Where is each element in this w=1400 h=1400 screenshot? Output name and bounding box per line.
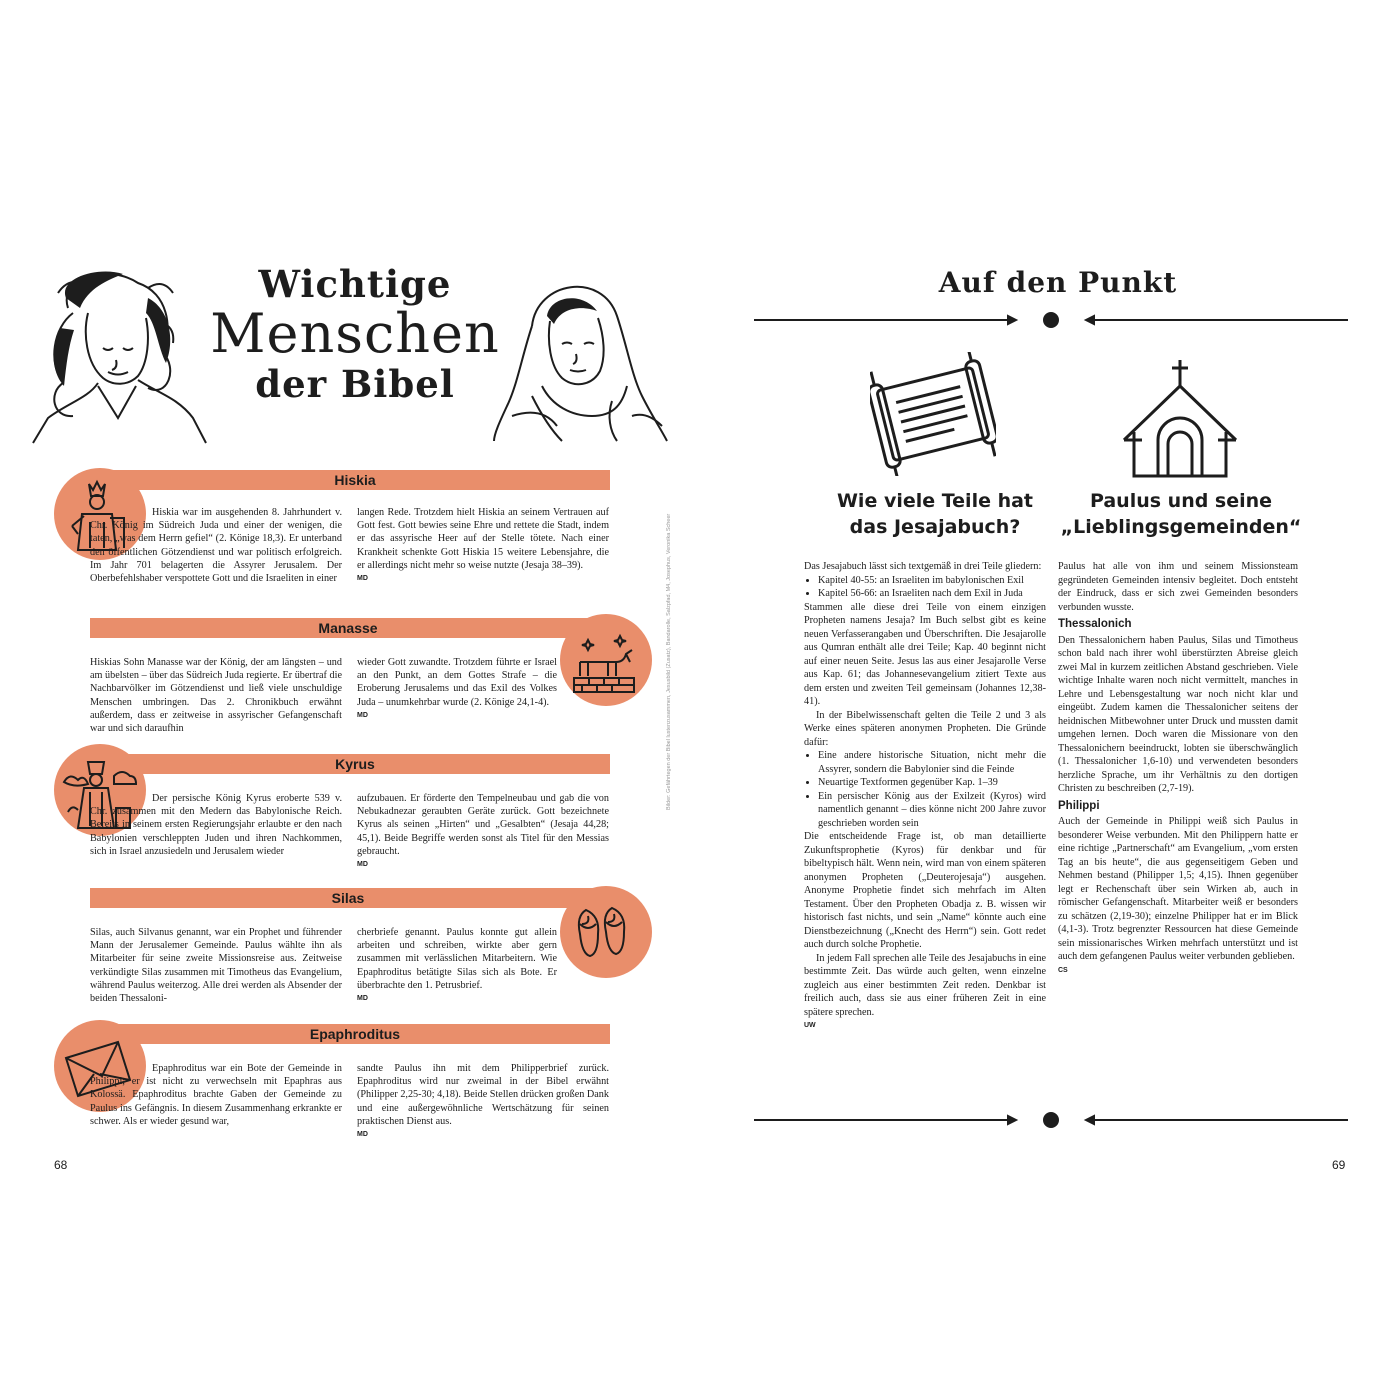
- image-credit: Bilder: Gefährtegen der Bibel lustenzusammen, Jesusbild (Zusatz), Bandarolle, Salzpfad, M4, Josephus, Veronika Scheer: [666, 513, 672, 810]
- calf-idol-icon: [566, 632, 644, 698]
- title-line-2: Menschen: [210, 302, 500, 365]
- author-initials: CS: [1058, 966, 1068, 974]
- bottom-divider: [754, 1110, 1348, 1130]
- list-item: • Kapitel 56-66: an Israeliten nach dem Exil in Juda: [818, 587, 1046, 601]
- sandals-icon: [574, 902, 634, 962]
- list-item: • Kapitel 40-55: an Israeliten im babylonischen Exil: [818, 574, 1046, 588]
- woman-portrait-illustration: [492, 266, 670, 444]
- question-jesaja: Wie viele Teile hat das Jesajabuch?: [836, 490, 1034, 538]
- section-title: Hiskia: [334, 472, 376, 488]
- jesaja-reasons-list: [804, 749, 1046, 830]
- list-item: • Neuartige Textformen gegenüber Kap. 1–39: [818, 776, 1046, 790]
- page-number: 69: [1332, 1158, 1346, 1172]
- section-title: Kyrus: [335, 756, 375, 772]
- author-initials: MD: [357, 995, 368, 1003]
- list-item: • Eine andere historische Situation, nicht mehr die Assyrer, sondern die Babylonier sind die Feinde: [818, 749, 1046, 776]
- answer-paulus: Paulus hat alle von ihm und seinem Missionsteam gegründeten Gemeinden intensiv begleitet. Doch entsteht der Eindruck, dass er sich zwei Gemeinden besonders verbunden wusste. Thessalonich Den Thessalonichern haben Paulus, Silas und Timotheus schon bald nach ihrer wohl überstürzten Abreise gleich zwei Mal in kurzem zeitlichen Abstand geschrieben. Viele wichtige Inhalte waren noch nicht vermittelt, manches in Lehre und Lebensgestaltung war noch nicht klar und eingeübt. Zudem kamen die Thessalonicher seitens der heidnischen Mitbewohner unter Druck und mussten damit umgehen lernen. Doch waren die Missionare von den Thessalonichern beeindruckt, lobten sie überschwänglich (1. Thessalonicher 1,6-10) und verwendeten besonders herzliche Sprache, um ihr Verhältnis zu den dortigen Christen zu beschreiben (2,7-19). Philippi Auch der Gemeinde in Philippi weiß sich Paulus in besonderer Weise verbunden. Mit den Philippern hatte er eine richtige „Partnerschaft“ am Evangelium, „vom ersten Tag an bis heute“, die aus gegenseitigem Geben und Nehmen bestand (Philipper 1,5; 4,15). Ihnen gegenüber legt er Rechenschaft über sein Wirken ab, auch in römischer Gefangenschaft. Mitarbeiter weiß er besonders zu schätzen (2,19-30); einzelne Philipper hat er im Blick (4,1-3). Trotz begrenzter Ressourcen hat diese Gemeinde sein missionarisches Wirken mehrfach unterstützt und ist auch dem gefangenen Paulus weiter verbunden geblieben. CS: [1058, 560, 1298, 977]
- subheading-thessalonich: Thessalonich: [1058, 618, 1132, 630]
- page-title: Auf den Punkt: [938, 266, 1178, 299]
- author-initials: MD: [357, 861, 368, 869]
- hiskia-text-col1: Hiskia war im ausgehenden 8. Jahrhundert v. Chr. König im Südreich Juda und einer der wenigen, die taten, „was dem Herrn gefiel“ (2. Könige 18,3). Er unterband den öffentlichen Götzendienst und war politisch erfolgreich. Im Jahr 701 belagerten die Assyrer Jerusalem. Der Oberbefehlshaber verspottete Gott und die Israeliten in einer: [90, 507, 342, 585]
- top-divider: [754, 310, 1348, 330]
- silas-text-col1: Silas, auch Silvanus genannt, war ein Prophet und führender Mann der Jerusalemer Gemeinde. Paulus wählte ihn als Mitarbeiter für seine zweite Missionsreise aus. Zeitweise verkündigte Silas zusammen mit Timotheus das Evangelium, während Paulus weiterzog. Alle drei werden als Absender der beiden Thessaloni-: [90, 927, 342, 1005]
- section-title: Epaphroditus: [309, 1026, 401, 1042]
- scroll-icon: [870, 352, 996, 476]
- silas-text-col2: cherbriefe genannt. Paulus konnte gut allein arbeiten und schreiben, wirkte aber gern zusammen mit verlässlichen Mitarbeitern. Wie Epaphroditus betätigte Silas sich als Bote. Er überbrachte den 1. Petrusbrief. MD: [357, 926, 557, 1005]
- man-portrait-illustration: [28, 268, 213, 446]
- author-initials: MD: [357, 711, 368, 719]
- jesaja-parts-list: [804, 574, 1046, 601]
- manasse-text-col2: wieder Gott zuwandte. Trotzdem führte er Israel an den Punkt, an dem Gottes Strafe – die Eroberung Jerusalems und das Exil des Volkes Juda – unumkehrbar wurde (2. Könige 24,1-4). MD: [357, 656, 557, 722]
- author-initials: UW: [804, 1022, 816, 1029]
- manasse-text-col1: Hiskias Sohn Manasse war der König, der am längsten – und am übelsten – über das Südreich Juda regierte. Er übertraf die Nachbarvölker im Götzendienst und ließ viele unschuldige Menschen umbringen. Das 2. Chronikbuch erwähnt außerdem, dass er zeitweise in assyrischer Gefangenschaft war und sich daraufhin: [90, 657, 342, 735]
- question-paulus: Paulus und seine „Lieblingsgemeinden“: [1060, 490, 1302, 538]
- title-line-1: Wichtige: [258, 262, 452, 306]
- kyrus-text-col1: Der persische König Kyrus eroberte 539 v. Chr. zusammen mit den Medern das Babylonische Reich. Bereits in seinem ersten Regierungsjahr erlaubte er den nach Babylonien verschleppten Juden und ihren Nachkommen, sich in Israel anzusiedeln und Jerusalem wieder: [90, 793, 342, 857]
- section-title: Manasse: [318, 620, 378, 636]
- right-page: [700, 0, 1400, 1400]
- epaphroditus-text-col2: sandte Paulus ihn mit dem Philipperbrief zurück. Epaphroditus wird nur zweimal in der Bibel erwähnt (Philipper 2,25-30; 4,18). Beide Stellen drücken großen Dank und eine außergewöhnliche Wertschätzung für seinen praktischen Dienst aus. MD: [357, 1062, 609, 1141]
- epaphroditus-text-col1: Epaphroditus war ein Bote der Gemeinde in Philippi; er ist nicht zu verwechseln mit Epaphras aus Kolossä. Epaphroditus brachte Gaben der Gemeinde zu Paulus ins Gefängnis. In diesem Zusammenhang erkrankte er schwer. Als er wieder gesund war,: [90, 1063, 342, 1127]
- author-initials: MD: [357, 575, 368, 583]
- answer-jesaja: Das Jesajabuch lässt sich textgemäß in drei Teile gliedern: • Kapitel 40-55: an Israeliten im babylonischen Exil • Kapitel 56-66: an Israeliten nach dem Exil in Juda Stammen alle diese drei Teile von einem einzigen Propheten namens Jesaja? Im Buch selbst gibt es keine neuen Verfasserangaben und Überschriften. Die Jesajarolle aus Qumran enthält alle drei Teile; Kap. 40 beginnt nicht auf einer neuen Seite. Jesus las aus einer Jesajarolle Verse aus Kap. 61; das Johannesevangelium zitiert Texte aus dem ersten und zweiten Teil gemeinsam (Johannes 12,38-41). In der Bibelwissenschaft gelten die Teile 2 und 3 als Werke eines späteren anonymen Propheten. Die Gründe dafür: • Eine andere historische Situation, nicht mehr die Assyrer, sondern die Babylonier sind die Feinde • Neuartige Textformen gegenüber Kap. 1–39 • Ein persischer König aus der Exilzeit (Kyros) wird namentlich genannt – dies könne nicht 200 Jahre zuvor geschrieben worden sein Die entscheidende Frage ist, ob man detaillierte Zukunftsprophetie (Kyros) für denkbar und für bibeltypisch hält. Wenn nein, wird man von einem späteren anonymen Propheten („Deuterojesaja“) ausgehen. Anonyme Prophetie findet sich mehrfach im Alten Testament. Über den Propheten Obadja z. B. wissen wir historisch fast nichts, und sein „Name“ könnte auch eine Dienstbezeichnung („Knecht des Herrn“) sein. Gott redet auch durch solche Prophetie. In jedem Fall sprechen alle Teile des Jesajabuchs in eine bestimmte Zeit. Das würde auch gelten, wenn einzelne zugleich aus einer bestimmten Zeit reden. Denkbar ist freilich auch, dass sie aus einer früheren Zeit in eine spätere sprechen. UW: [804, 560, 1046, 1033]
- hiskia-text-col2: langen Rede. Trotzdem hielt Hiskia an seinem Vertrauen auf Gott fest. Gott bewies seine Ehre und rettete die Stadt, indem er das assyrische Heer auf der Stelle tötete. Nach einer Krankheit schenkte Gott Hiskia 15 weitere Lebensjahre, die er allerdings nicht mehr so weise nutzte (Jesaja 38–39). MD: [357, 506, 609, 585]
- list-item: • Ein persischer König aus der Exilzeit (Kyros) wird namentlich genannt – dies könne nicht 200 Jahre zuvor geschrieben worden sein: [818, 790, 1046, 831]
- church-icon: [1118, 356, 1242, 480]
- author-initials: MD: [357, 1131, 368, 1139]
- section-title: Silas: [331, 890, 365, 906]
- title-line-3: der Bibel: [255, 362, 455, 406]
- page-number: 68: [54, 1158, 68, 1172]
- subheading-philippi: Philippi: [1058, 799, 1100, 812]
- kyrus-text-col2: aufzubauen. Er förderte den Tempelneubau und gab die von Nebukadnezar geraubten Geräte zurück. Gott bezeichnete Kyrus als seinen „Hirten“ und „Gesalbten“ (Jesaja 44,28; 45,1). Beide Begriffe werden sonst als Titel für den Messias gebraucht. MD: [357, 792, 609, 871]
- main-title: [190, 262, 520, 406]
